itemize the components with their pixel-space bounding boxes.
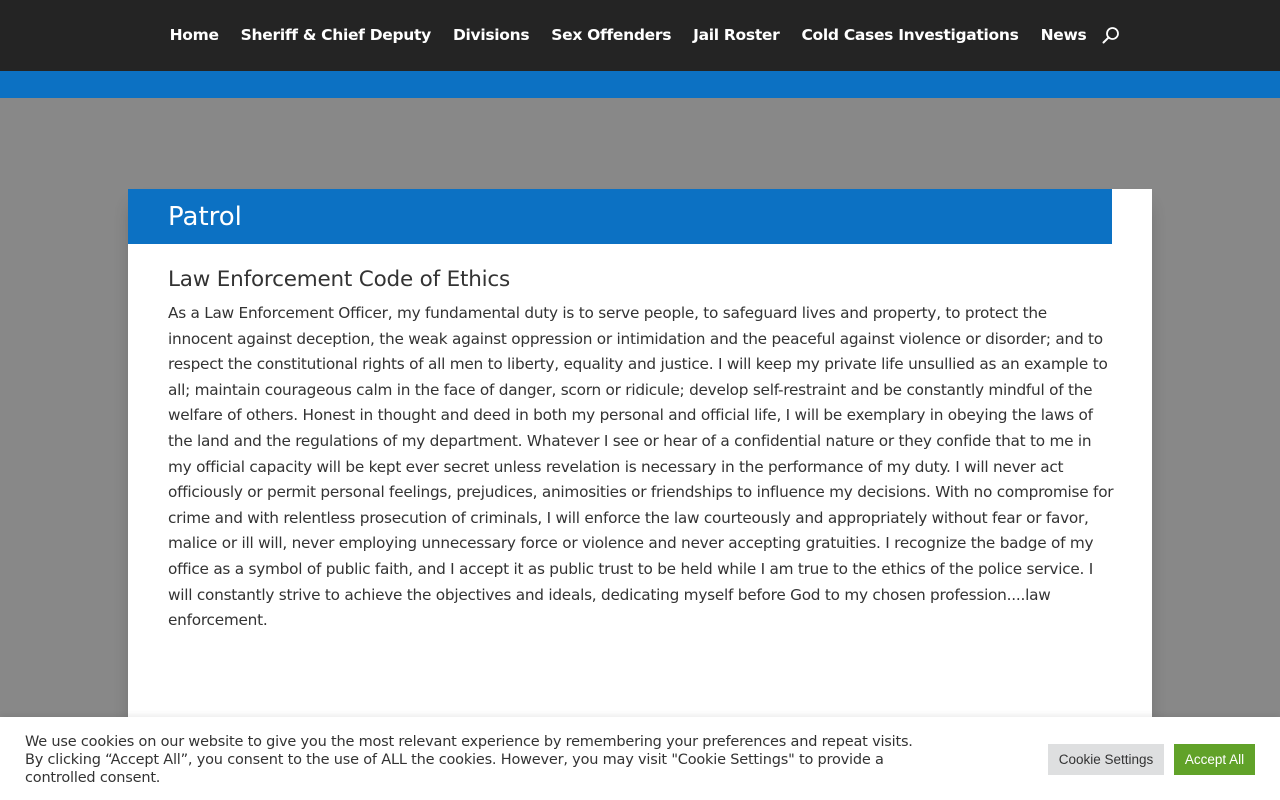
nav-item-jail-roster[interactable]: Jail Roster bbox=[693, 26, 780, 44]
section-heading: Law Enforcement Code of Ethics bbox=[168, 267, 511, 292]
article-content bbox=[168, 267, 1114, 634]
accept-all-button[interactable]: Accept All bbox=[1174, 744, 1255, 775]
content-card bbox=[128, 189, 1152, 749]
cookie-message-line2: By clicking “Accept All”, you consent to the use of ALL the cookies. However, you may visit "Cookie Settings" to provide a controlled consent. bbox=[25, 752, 884, 786]
top-navigation bbox=[0, 0, 1280, 71]
nav-item-home[interactable]: Home bbox=[169, 26, 219, 44]
page-title-band bbox=[128, 189, 1112, 244]
header-accent-strip bbox=[0, 71, 1280, 98]
nav-item-divisions[interactable]: Divisions bbox=[452, 26, 530, 44]
nav-item-sheriff-chief-deputy[interactable]: Sheriff & Chief Deputy bbox=[240, 26, 431, 44]
cookie-message-line1: We use cookies on our website to give you the most relevant experience by remembering your preferences and repeat visits. bbox=[25, 734, 913, 750]
nav-item-cold-cases[interactable]: Cold Cases Investigations bbox=[801, 26, 1019, 44]
nav-item-news[interactable]: News bbox=[1040, 26, 1087, 44]
cookie-message bbox=[25, 733, 925, 787]
cookie-settings-button[interactable]: Cookie Settings bbox=[1048, 744, 1164, 775]
ethics-paragraph: As a Law Enforcement Officer, my fundamental duty is to serve people, to safeguard lives and property, to protect the innocent against deception, the weak against oppression or intimidation and the peaceful against violence or disorder; and to respect the constitutional rights of all men to liberty, equality and justice. I will keep my private life unsullied as an example to all; maintain courageous calm in the face of danger, scorn or ridicule; develop self-restraint and be constantly mindful of the welfare of others. Honest in thought and deed in both my personal and official life, I will be exemplary in obeying the laws of the land and the regulations of my department. Whatever I see or hear of a confidential nature or they confide that to me in my official capacity will be kept ever secret unless revelation is necessary in the performance of my duty. I will never act officiously or permit personal feelings, prejudices, animosities or friendships to influence my decisions. With no compromise for crime and with relentless prosecution of criminals, I will enforce the law courteously and appropriately without fear or favor, malice or ill will, never employing unnecessary force or violence and never accepting gratuities. I recognize the badge of my office as a symbol of public faith, and I accept it as public trust to be held while I am true to the ethics of the police service. I will constantly strive to achieve the objectives and ideals, dedicating myself before God to my chosen profession....law enforcement. bbox=[168, 304, 1114, 630]
nav-item-sex-offenders[interactable]: Sex Offenders bbox=[551, 26, 672, 44]
cookie-consent-bar bbox=[0, 717, 1280, 800]
nav-menu bbox=[159, 26, 1098, 45]
page-title: Patrol bbox=[168, 201, 242, 232]
search-icon[interactable] bbox=[1101, 26, 1121, 46]
